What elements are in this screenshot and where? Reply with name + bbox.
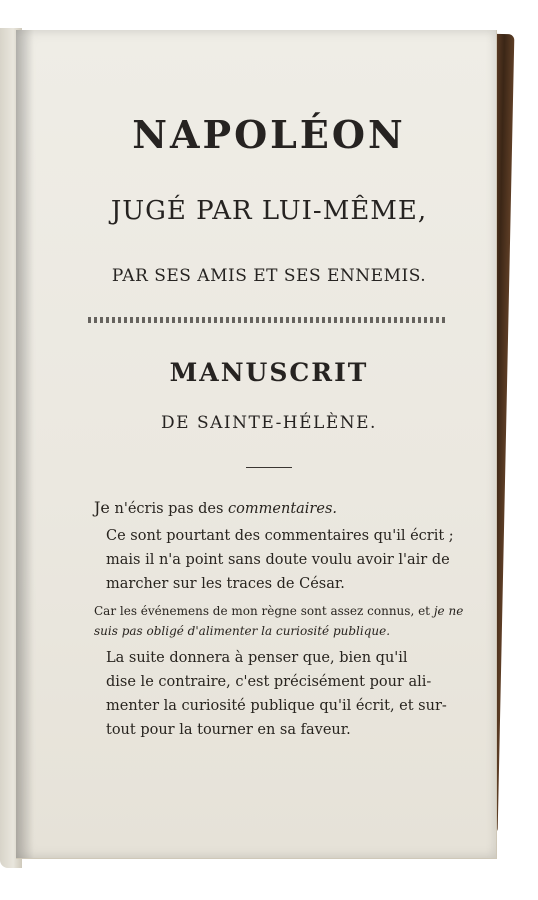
text-line: marcher sur les traces de César. xyxy=(106,576,345,592)
ornamental-divider xyxy=(88,317,446,323)
text-line xyxy=(94,601,464,621)
book-subtitle-line: PAR SES AMIS ET SES ENNEMIS. xyxy=(111,266,427,286)
text-line: dise le contraire, c'est précisément pour ali- xyxy=(106,674,432,690)
section-title: MANUSCRIT xyxy=(169,358,369,387)
book-subtitle: JUGÉ PAR LUI-MÊME, xyxy=(110,196,428,226)
text-line-part: Car les événemens de mon règne sont assez connus, et xyxy=(94,604,434,618)
text-line: mais il n'a point sans doute voulu avoir l'air de xyxy=(106,552,450,568)
quote-italic: commentaires. xyxy=(228,501,337,517)
book-title: NAPOLÉON xyxy=(132,112,406,157)
quote-first-word: Je xyxy=(94,498,110,517)
text-line: tout pour la tourner en sa faveur. xyxy=(106,722,351,738)
text-line: La suite donnera à penser que, bien qu'il xyxy=(106,650,408,666)
quote-paragraph xyxy=(94,496,454,521)
section-subtitle: DE SAINTE-HÉLÈNE. xyxy=(161,413,377,433)
commentary-paragraph-2 xyxy=(94,646,456,742)
quote-text: n'écris pas des xyxy=(109,501,229,517)
text-line: Ce sont pourtant des commentaires qu'il écrit ; xyxy=(106,528,454,544)
text-line-italic: je ne xyxy=(433,604,464,618)
short-rule xyxy=(246,467,292,468)
text-line: menter la curiosité publique qu'il écrit, et sur- xyxy=(106,698,447,714)
quote-paragraph-2 xyxy=(94,601,464,641)
text-line-italic: suis pas obligé d'alimenter la curiosité publique. xyxy=(94,624,391,638)
commentary-paragraph-1 xyxy=(94,524,456,596)
